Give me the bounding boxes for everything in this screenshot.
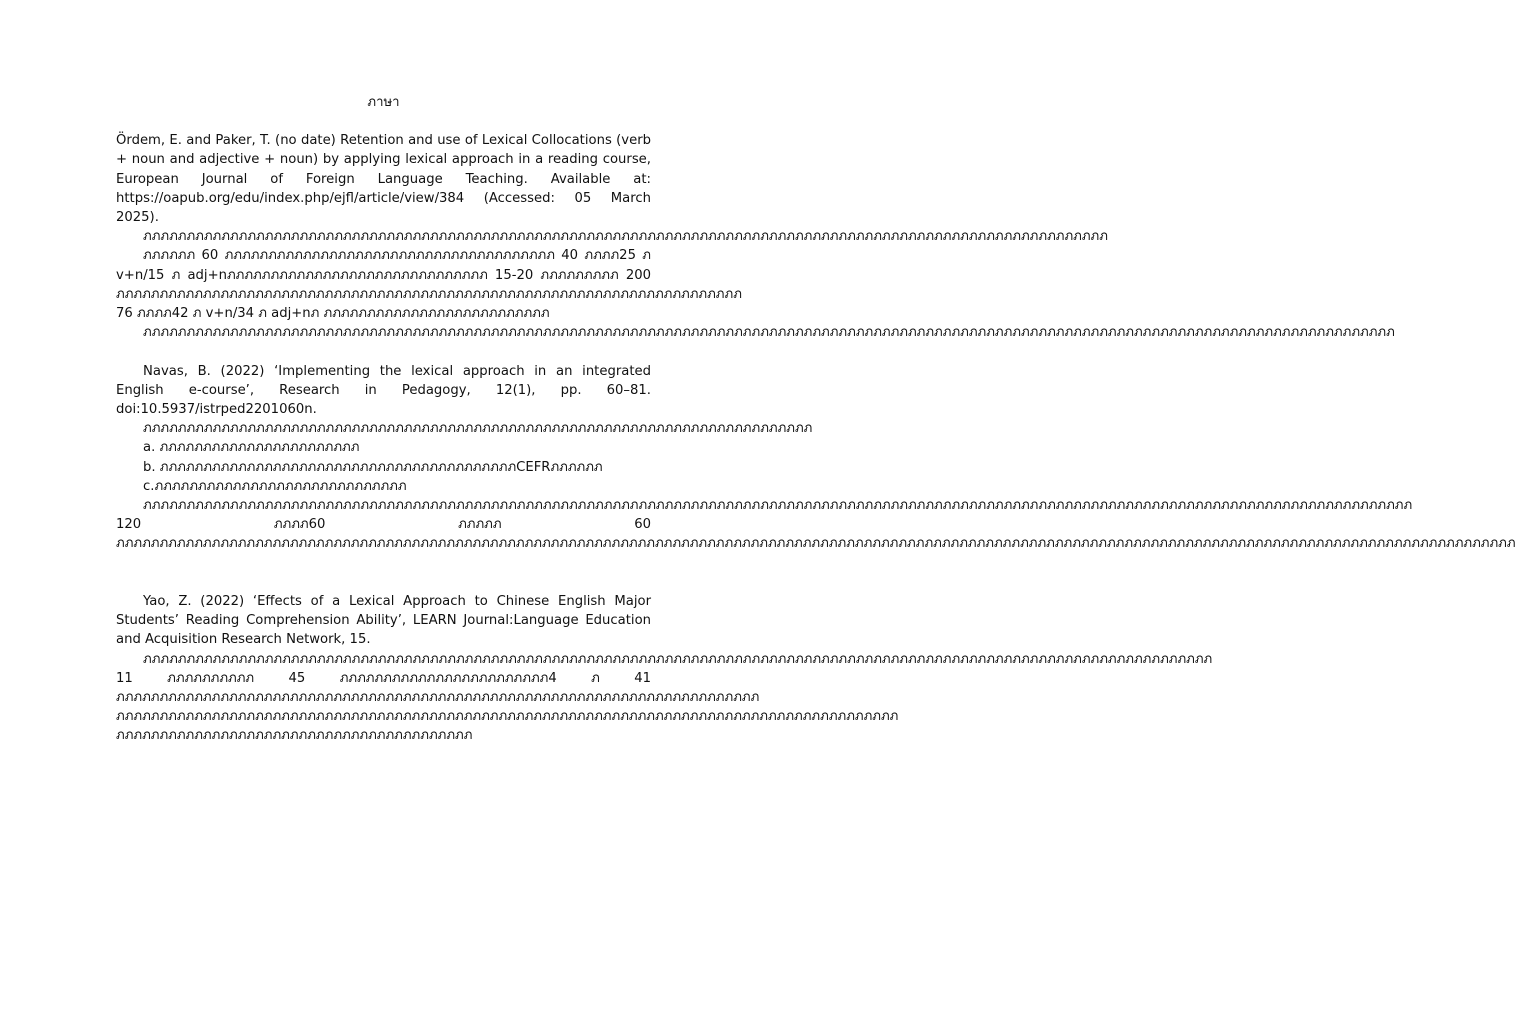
document-body: [116, 93, 1516, 746]
summary-paragraph: ภภภภภภภภภภภภภภภภภภภภภภภภภภภภภภภภภภภภภภภภภภภภภภภภภภภภภภภภภภภภภภภภภภภภภภภภภภภภภภภภภภภภภภภภภภภภภภภภภภภภภภภภภภภภภภภภภภภภภภภภภภภภภภภภภภภภภภภภภภภภภภภภภภ 120 ภภภภ60 ภภภภภ 60 ภภภภภภภภภภภภภภภภภภภภภภภภภภภภภภภภภภภภภภภภภภภภภภภภภภภภภภภภภภภภภภภภภภภภภภภภภภภภภภภภภภภภภภภภภภภภภภภภภภภภภภภภภภภภภภภภภภภภภภภภภภภภภภภภภภภภภภภภภภภภภภภภภภภภภภภภภภภภภภภภภ: [116, 498, 1516, 552]
list-item: a. ภภภภภภภภภภภภภภภภภภภภภภภ: [143, 440, 360, 456]
summary-paragraph: ภภภภภภ 60 ภภภภภภภภภภภภภภภภภภภภภภภภภภภภภภภภภภภภภภ 40 ภภภภ25 ภ v+n/15 ภ adj+nภภภภภภภภภภภภภภภภภภภภภภภภภภภภภภ 15-20 ภภภภภภภภภ 200 ภภภภภภภภภภภภภภภภภภภภภภภภภภภภภภภภภภภภภภภภภภภภภภภภภภภภภภภภภภภภภภภภภภภภภภภภ 76 ภภภภ42 ภ v+n/34 ภ adj+nภ ภภภภภภภภภภภภภภภภภภภภภภภภภภ: [116, 248, 742, 322]
reference-entry: [116, 362, 1516, 554]
list-item: b. ภภภภภภภภภภภภภภภภภภภภภภภภภภภภภภภภภภภภภภภภภCEFRภภภภภภ: [143, 459, 603, 475]
summary-paragraph: ภภภภภภภภภภภภภภภภภภภภภภภภภภภภภภภภภภภภภภภภภภภภภภภภภภภภภภภภภภภภภภภภภภภภภภภภภภภภภ: [143, 421, 813, 437]
summary-paragraph: ภภภภภภภภภภภภภภภภภภภภภภภภภภภภภภภภภภภภภภภภภภภภภภภภภภภภภภภภภภภภภภภภภภภภภภภภภภภภภภภภภภภภภภภภภภภภภภภภภภภภภภภภภภภภภภภภภภภภภภภภภภภ 11 ภภภภภภภภภภ 45 ภภภภภภภภภภภภภภภภภภภภภภภภ4 ภ 41 ภภภภภภภภภภภภภภภภภภภภภภภภภภภภภภภภภภภภภภภภภภภภภภภภภภภภภภภภภภภภภภภภภภภภภภภภภภ ภภภภภภภภภภภภภภภภภภภภภภภภภภภภภภภภภภภภภภภภภภภภภภภภภภภภภภภภภภภภภภภภภภภภภภภภภภภภภภภภภภภภภภภภภภ ภภภภภภภภภภภภภภภภภภภภภภภภภภภภภภภภภภภภภภภภภ: [116, 651, 1213, 744]
citation: Yao, Z. (2022) ‘Effects of a Lexical Approach to Chinese English Major Students’ Reading Comprehension Ability’, LEARN Journal:Language Education and Acquisition Research Network, 15.: [116, 594, 651, 648]
page-title: ภาษา: [367, 95, 400, 110]
spacer: [116, 342, 651, 361]
citation: Navas, B. (2022) ‘Implementing the lexical approach in an integrated English e-course’, Research in Pedagogy, 12(1), pp. 60–81. doi:10.5937/istrped2201060n.: [116, 363, 651, 418]
list-item: c.ภภภภภภภภภภภภภภภภภภภภภภภภภภภภภ: [143, 478, 407, 494]
summary-paragraph: ภภภภภภภภภภภภภภภภภภภภภภภภภภภภภภภภภภภภภภภภภภภภภภภภภภภภภภภภภภภภภภภภภภภภภภภภภภภภภภภภภภภภภภภภภภภภภภภภภภภภภภภภภภภภภภภ: [143, 229, 1108, 245]
spacer: [116, 554, 651, 592]
reference-entry: [116, 131, 1395, 342]
reference-entry: [116, 592, 1213, 746]
summary-paragraph: ภภภภภภภภภภภภภภภภภภภภภภภภภภภภภภภภภภภภภภภภภภภภภภภภภภภภภภภภภภภภภภภภภภภภภภภภภภภภภภภภภภภภภภภภภภภภภภภภภภภภภภภภภภภภภภภภภภภภภภภภภภภภภภภภภภภภภภภภภภภภภภภภ: [143, 325, 1395, 341]
citation: Ördem, E. and Paker, T. (no date) Retention and use of Lexical Collocations (verb + noun and adjective + noun) by applying lexical approach in a reading course, European Journal of Foreign Language Teaching. Available at: https://oapub.org/edu/index.php/ejfl/article/view/384 (Accessed: 05 March 2025).: [116, 133, 651, 225]
